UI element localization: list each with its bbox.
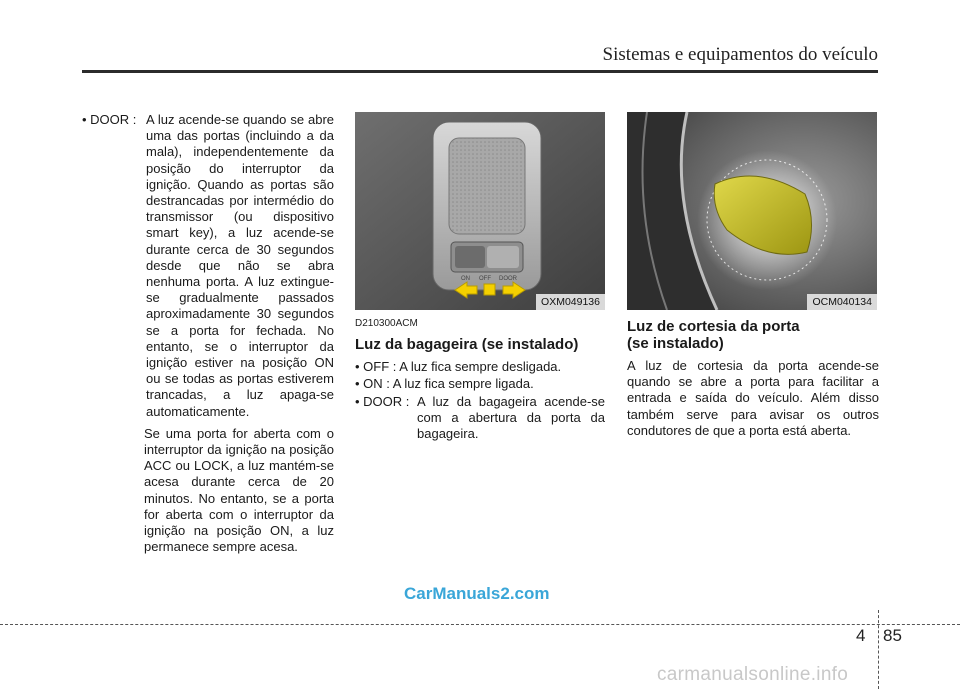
watermark-link[interactable]: CarManuals2.com xyxy=(404,584,550,603)
section-description: A luz de cortesia da porta acende-se quando se abre a porta para facilitar a entrada e saída do veículo. Além disso também serve para avisar os outros condutores de que a porta está aberta. xyxy=(627,358,879,438)
bullet-door-text: A luz da bagageira acende-se com a abertura da porta da bagageira. xyxy=(417,393,605,442)
door-mode-text: A luz acende-se quando se abre uma das portas (incluindo a da mala), independentemente da posição do interruptor da ignição. Quando as portas são destrancadas por intermédio do transmissor (ou dispositivo smart key), a luz acende-se durante cerca de 30 segundos desde que não se abra nenhuma porta. A luz extingue-se gradualmente passados aproximadamente 30 segundos se a porta for fechada. No entanto, se o interruptor da ignição estiver na posição ON ou se todas as portas estiverem trancadas, a luz apaga-se automaticamente. xyxy=(146,112,334,419)
section-title-line2: (se instalado) xyxy=(627,335,724,352)
door-courtesy-illustration xyxy=(627,112,877,310)
switch-label-door: DOOR xyxy=(499,276,517,282)
column-left xyxy=(82,112,334,555)
page-header-title: Sistemas e equipamentos do veículo xyxy=(602,44,878,65)
column-right xyxy=(627,112,879,439)
door-courtesy-image xyxy=(627,112,877,310)
bullet-on: • ON : A luz fica sempre ligada. xyxy=(355,376,534,392)
door-mode-label: • DOOR : xyxy=(82,112,137,127)
section-code: D210300ACM xyxy=(355,318,418,329)
section-title xyxy=(627,318,879,352)
door-mode-item xyxy=(82,112,334,420)
footer-site-link[interactable]: carmanualsonline.info xyxy=(657,664,849,685)
section-title-line1: Luz de cortesia da porta xyxy=(627,318,800,335)
header-rule xyxy=(82,70,878,73)
door-mode-paragraph: Se uma porta for aberta com o interruptor da ignição na posição ACC ou LOCK, a luz mantém-se acesa durante cerca de 20 minutos. No entanto, se a porta for aberta com o interruptor da ignição na posição ON, a luz permanece sempre acesa. xyxy=(144,425,334,555)
bullet-door xyxy=(355,394,605,443)
footer-divider xyxy=(0,624,960,625)
footer-vertical-divider xyxy=(878,610,879,689)
luggage-lamp-image xyxy=(355,112,605,310)
square-marker-icon xyxy=(484,284,495,295)
luggage-lamp-illustration xyxy=(355,112,605,310)
bullet-off: • OFF : A luz fica sempre desligada. xyxy=(355,359,562,375)
image-caption: OCM040134 xyxy=(807,294,877,310)
bullet-door-label: • DOOR : xyxy=(355,393,410,409)
image-caption: OXM049136 xyxy=(536,294,605,310)
section-title: Luz da bagageira (se instalado) xyxy=(355,336,579,354)
chapter-number: 4 xyxy=(856,626,866,645)
column-middle xyxy=(355,112,605,442)
switch-label-on: ON xyxy=(461,276,470,282)
page-number: 85 xyxy=(883,626,902,645)
switch-label-off: OFF xyxy=(479,276,491,282)
